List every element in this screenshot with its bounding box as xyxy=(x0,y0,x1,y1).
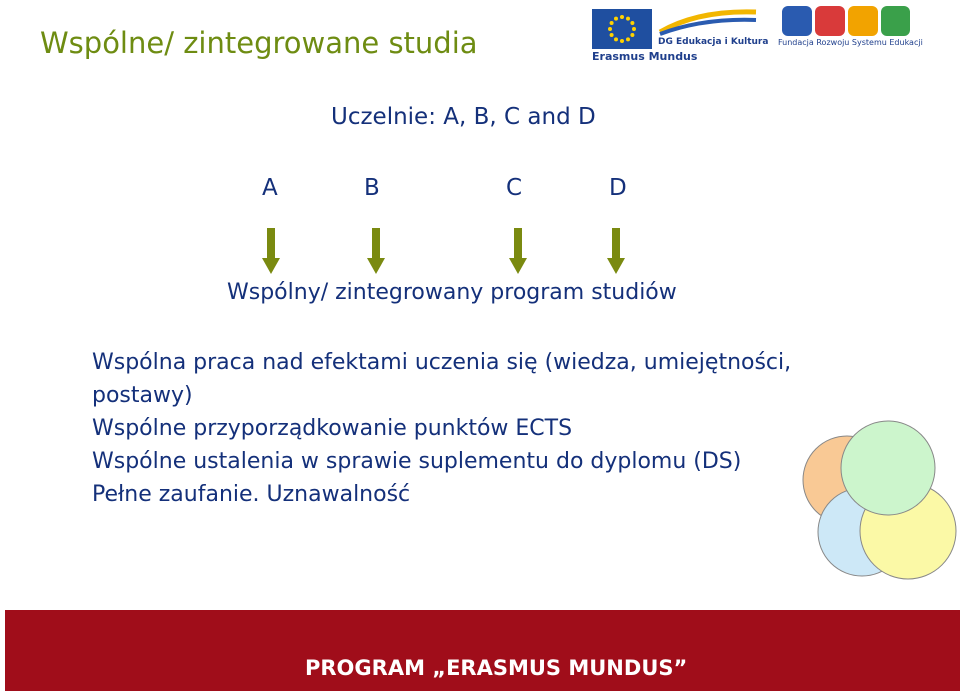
list-item: Pełne zaufanie. Uznawalność xyxy=(92,482,411,507)
frse-logo-icon xyxy=(782,6,910,38)
footer-label: PROGRAM „ERASMUS MUNDUS” xyxy=(305,656,688,680)
university-c-label: C xyxy=(506,175,523,201)
venn-circle-green xyxy=(841,421,935,515)
bullet-list xyxy=(92,346,872,511)
arrow-down-icon xyxy=(367,228,385,274)
eu-flag-icon xyxy=(592,9,652,49)
list-item: Wspólna praca nad efektami uczenia się (wiedza, umiejętności, xyxy=(92,350,792,375)
page-title: Wspólne/ zintegrowane studia xyxy=(40,26,478,60)
frse-logo-text: Fundacja Rozwoju Systemu Edukacji xyxy=(778,38,923,47)
universities-heading: Uczelnie: A, B, C and D xyxy=(331,104,596,130)
venn-diagram xyxy=(800,420,960,582)
erasmus-mundus-logo-text: Erasmus Mundus xyxy=(592,50,698,63)
arrow-down-icon xyxy=(509,228,527,274)
joint-program-label: Wspólny/ zintegrowany program studiów xyxy=(227,280,677,305)
list-item: Wspólne przyporządkowanie punktów ECTS xyxy=(92,416,573,441)
university-a-label: A xyxy=(262,175,278,201)
logo-bar xyxy=(592,6,932,68)
university-d-label: D xyxy=(609,175,627,201)
university-b-label: B xyxy=(364,175,380,201)
dg-swoosh-icon xyxy=(658,8,758,36)
list-item: postawy) xyxy=(92,383,193,408)
arrow-down-icon xyxy=(607,228,625,274)
footer-top-band xyxy=(5,610,960,649)
dg-logo-text: DG Edukacja i Kultura xyxy=(658,37,769,47)
list-item: Wspólne ustalenia w sprawie suplementu do dyplomu (DS) xyxy=(92,449,742,474)
footer-banner xyxy=(0,610,960,691)
arrow-down-icon xyxy=(262,228,280,274)
